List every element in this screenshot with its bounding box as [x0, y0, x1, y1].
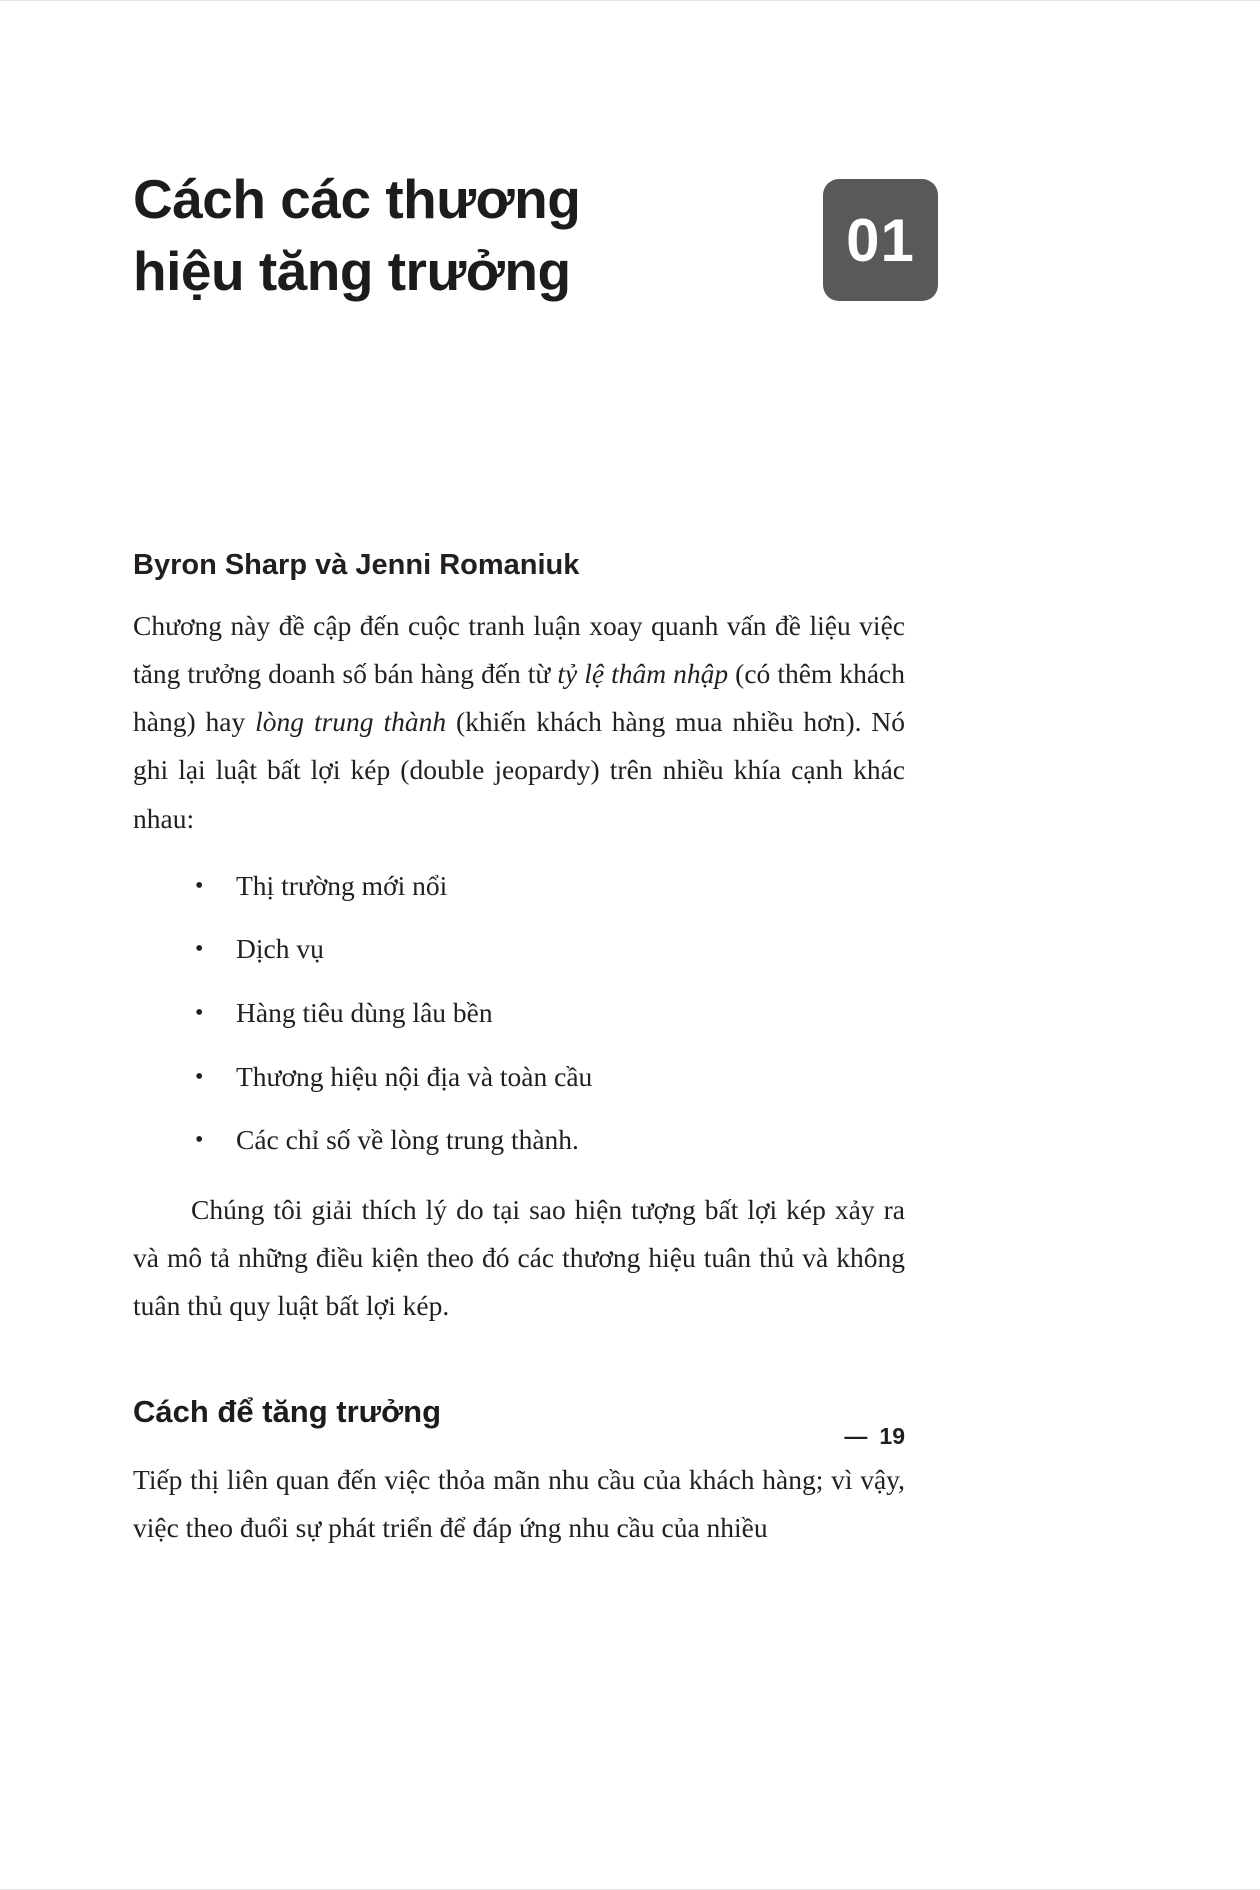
- chapter-title: [133, 164, 905, 307]
- list-item-label: Hàng tiêu dùng lâu bền: [236, 996, 493, 1028]
- chapter-title-line1: Cách các thương: [133, 168, 581, 230]
- intro-paragraph: [133, 602, 905, 843]
- intro-seg1: Chương này đề cập đến cuộc tranh luận xoay quanh vấn đề liệu việc tăng trưởng doanh số bán hàng đến từ: [133, 610, 905, 690]
- list-item: [133, 865, 905, 908]
- page-content: [133, 1, 905, 1552]
- intro-seg5: (khiến khách hàng mua nhiều hơn). Nó ghi lại luật bất lợi kép (double jeopardy) trên nhiều khía cạnh khác nhau:: [133, 706, 906, 834]
- list-item: [133, 1119, 905, 1162]
- bullet-dot-icon: •: [195, 999, 204, 1026]
- jeopardy-aspects-list: [133, 865, 905, 1162]
- intro-italic-penetration: tỷ lệ thâm nhập: [557, 658, 729, 690]
- list-item-label: Các chỉ số về lòng trung thành.: [236, 1124, 579, 1156]
- intro-seg3: (có thêm khách hàng) hay: [133, 658, 905, 738]
- explanation-paragraph: Chúng tôi giải thích lý do tại sao hiện tượng bất lợi kép xảy ra và mô tả những điều kiện theo đó các thương hiệu tuân thủ và không tuân thủ quy luật bất lợi kép.: [133, 1193, 905, 1321]
- page-number-value: 19: [879, 1423, 905, 1449]
- intro-italic-loyalty: lòng trung thành: [255, 706, 447, 738]
- list-item-label: Thị trường mới nổi: [236, 869, 448, 901]
- bullet-dot-icon: •: [195, 1063, 204, 1090]
- list-item: [133, 992, 905, 1035]
- list-item-label: Dịch vụ: [236, 933, 324, 965]
- list-item: [133, 1056, 905, 1099]
- bullet-dot-icon: •: [195, 872, 204, 899]
- chapter-number-badge: 01: [823, 179, 938, 301]
- bullet-dot-icon: •: [195, 936, 204, 963]
- section-heading-how-to-grow: Cách để tăng trưởng: [133, 1394, 442, 1430]
- list-item: [133, 928, 905, 971]
- page-number-dash: —: [844, 1423, 868, 1449]
- chapter-title-line2: hiệu tăng trưởng: [133, 239, 571, 302]
- authors-line: Byron Sharp và Jenni Romaniuk: [133, 549, 580, 581]
- section-paragraph: Tiếp thị liên quan đến việc thỏa mãn nhu cầu của khách hàng; vì vậy, việc theo đuổi sự phát triển để đáp ứng nhu cầu của nhiều: [133, 1464, 905, 1544]
- bullet-dot-icon: •: [195, 1127, 204, 1154]
- list-item-label: Thương hiệu nội địa và toàn cầu: [236, 1060, 593, 1092]
- page-number: [133, 1423, 905, 1450]
